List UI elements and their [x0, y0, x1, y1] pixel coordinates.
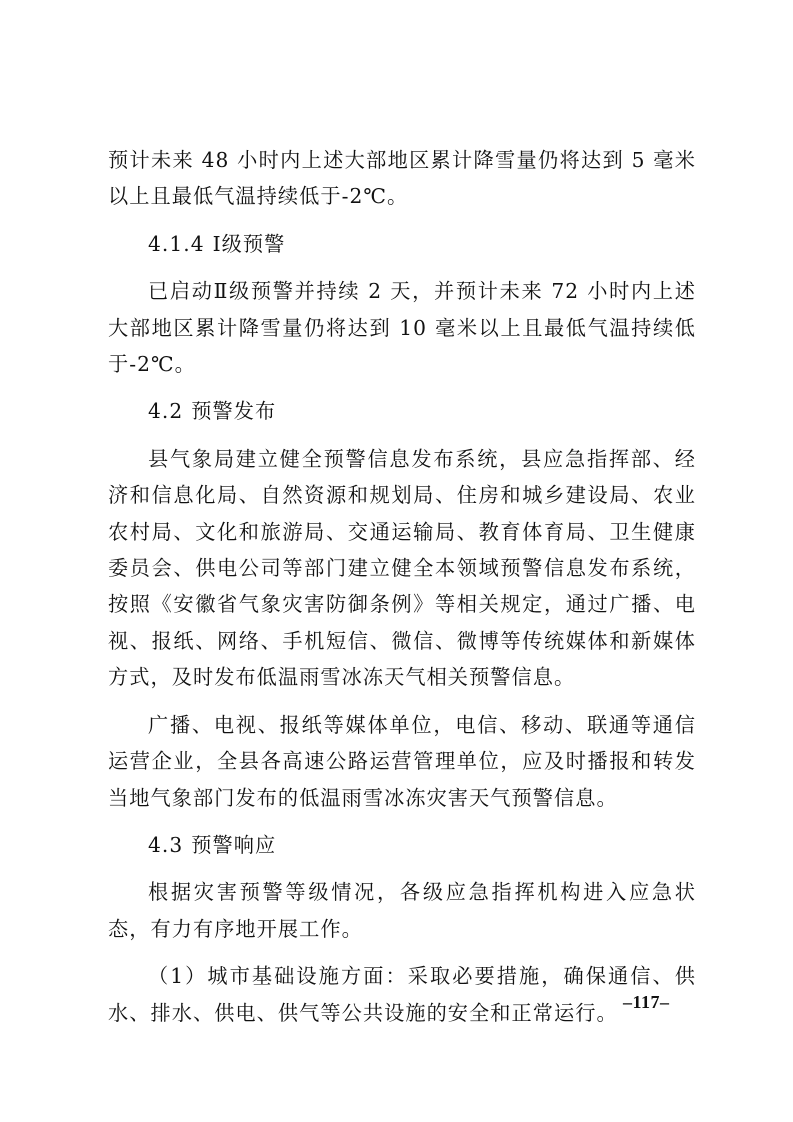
section-heading-4-3	[108, 827, 696, 863]
document-body	[108, 142, 696, 1042]
paragraph-urban-infrastructure: （1）城市基础设施方面：采取必要措施，确保通信、供水、排水、供电、供气等公共设施的安全和正常运行。	[108, 964, 696, 1025]
paragraph-level-1-warning: 已启动Ⅱ级预警并持续 2 天，并预计未来 72 小时内上述大部地区累计降雪量仍将达到 10 毫米以上且最低气温持续低于-2℃。	[108, 279, 696, 377]
section-title: 预警发布	[191, 399, 277, 424]
paragraph-warning-condition: 预计未来 48 小时内上述大部地区累计降雪量仍将达到 5 毫米以上且最低气温持续低于-2℃。	[108, 148, 696, 209]
paragraph-emergency-response: 根据灾害预警等级情况，各级应急指挥机构进入应急状态，有力有序地开展工作。	[108, 880, 696, 941]
section-number: 4.1.4	[148, 231, 205, 256]
section-title: Ⅰ级预警	[212, 231, 286, 256]
section-heading-4-1-4	[108, 226, 696, 262]
paragraph-warning-release-system: 县气象局建立健全预警信息发布系统，县应急指挥部、经济和信息化局、自然资源和规划局、住房和城乡建设局、农业农村局、文化和旅游局、交通运输局、教育体育局、卫生健康委员会、供电公司等部门建立健全本领域预警信息发布系统，按照《安徽省气象灾害防御条例》等相关规定，通过广播、电视、报纸、网络、手机短信、微信、微博等传统媒体和新媒体方式，及时发布低温雨雪冰冻天气相关预警信息。	[108, 446, 696, 690]
section-title: 预警响应	[191, 832, 277, 857]
page-number: –117–	[623, 992, 670, 1012]
section-number: 4.3	[148, 832, 184, 857]
section-heading-4-2	[108, 393, 696, 429]
paragraph-media-broadcast: 广播、电视、报纸等媒体单位，电信、移动、联通等通信运营企业，全县各高速公路运营管理单位，应及时播报和转发当地气象部门发布的低温雨雪冰冻灾害天气预警信息。	[108, 712, 696, 810]
section-number: 4.2	[148, 399, 184, 424]
